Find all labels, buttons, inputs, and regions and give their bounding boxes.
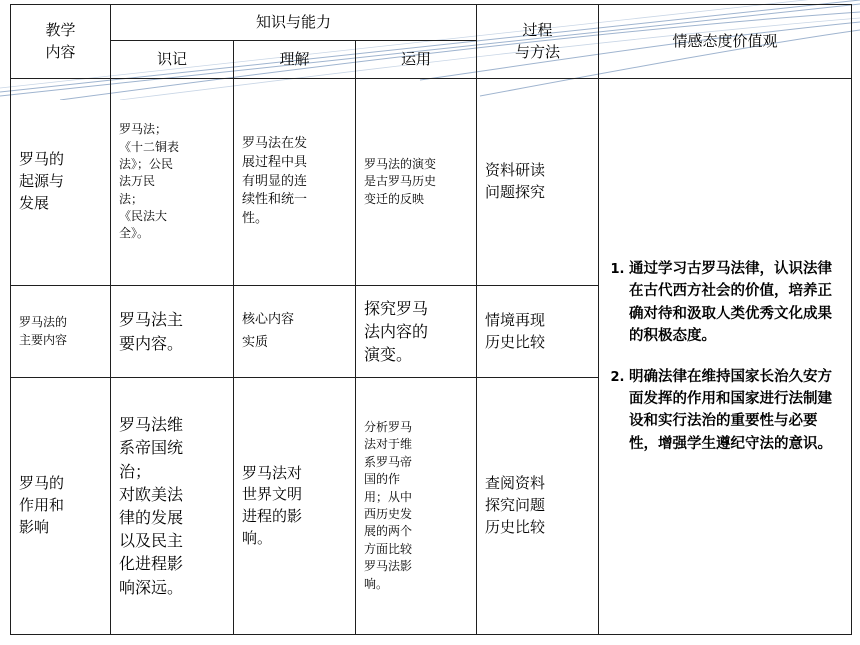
- row1-content: 罗马的 起源与 发展: [11, 79, 111, 286]
- values-item-2: 2. 明确法律在维持国家长治久安方面发挥的作用和国家进行法制建设和实行法治的重要性与必要性，增强学生遵纪守法的意识。: [629, 366, 843, 456]
- row2-apply: 探究罗马 法内容的 演变。: [356, 286, 477, 378]
- row1-understand: 罗马法在发 展过程中具 有明显的连 续性和统一 性。: [234, 79, 356, 286]
- row1-process: 资料研读 问题探究: [477, 79, 599, 286]
- header-content: 教学 内容: [11, 5, 111, 79]
- values-cell: [599, 79, 852, 635]
- row2-understand: 核心内容 实质: [234, 286, 356, 378]
- row3-process: 查阅资料 探究问题 历史比较: [477, 378, 599, 635]
- header-recall: 识记: [111, 41, 234, 79]
- row2-content: 罗马法的 主要内容: [11, 286, 111, 378]
- row3-content: 罗马的 作用和 影响: [11, 378, 111, 635]
- row3-understand: 罗马法对 世界文明 进程的影 响。: [234, 378, 356, 635]
- row3-recall: 罗马法维 系帝国统 治； 对欧美法 律的发展 以及民主 化进程影 响深远。: [111, 378, 234, 635]
- header-understand: 理解: [234, 41, 356, 79]
- row3-apply: 分析罗马 法对于维 系罗马帝 国的作 用；从中 西历史发 展的两个 方面比较 罗马法影 响。: [356, 378, 477, 635]
- values-item-1: 1. 通过学习古罗马法律，认识法律在古代西方社会的价值，培养正确对待和汲取人类优秀文化成果的积极态度。: [629, 258, 843, 348]
- row1-apply: 罗马法的演变 是古罗马历史 变迁的反映: [356, 79, 477, 286]
- header-knowledge: 知识与能力: [111, 5, 477, 41]
- row2-recall: 罗马法主 要内容。: [111, 286, 234, 378]
- header-values: 情感态度价值观: [599, 5, 852, 79]
- row1-recall: 罗马法； 《十二铜表 法》；公民 法万民 法； 《民法大 全》。: [111, 79, 234, 286]
- row2-process: 情境再现 历史比较: [477, 286, 599, 378]
- header-process: 过程 与方法: [477, 5, 599, 79]
- curriculum-table: [10, 4, 852, 635]
- header-apply: 运用: [356, 41, 477, 79]
- values-list: [607, 258, 843, 456]
